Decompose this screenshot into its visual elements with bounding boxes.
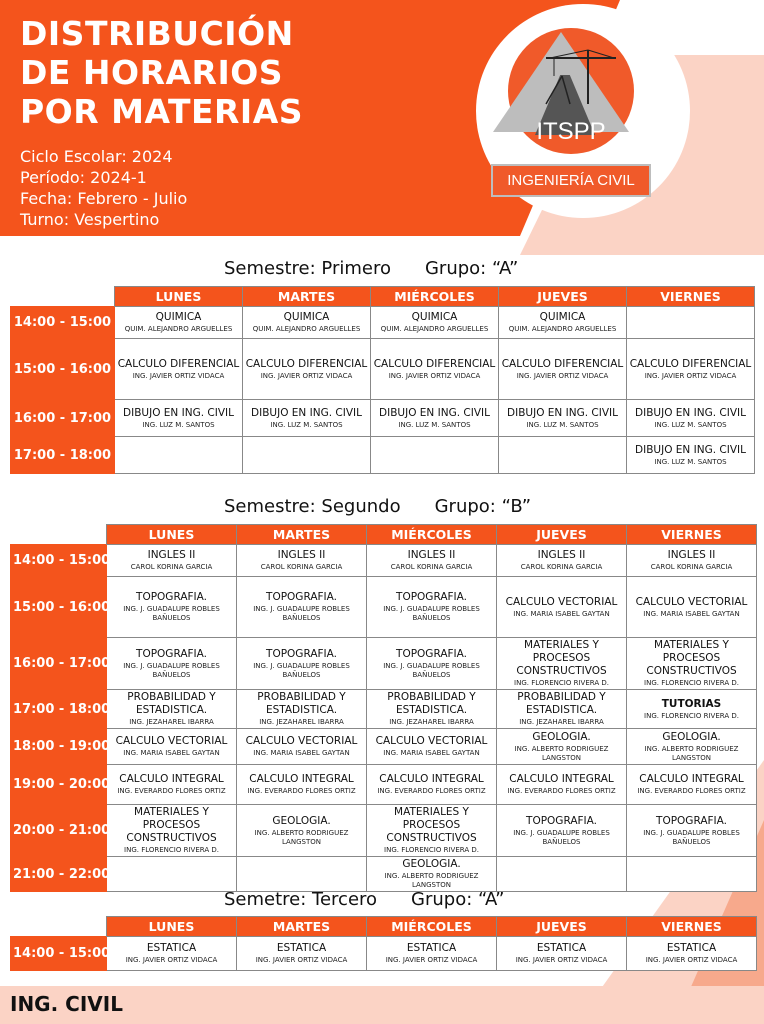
table-row [11, 577, 757, 638]
class-cell [237, 765, 367, 805]
subject-name: TOPOGRAFIA. [136, 647, 207, 660]
subject-name: GEOLOGIA. [532, 730, 591, 743]
subject-name: DIBUJO EN ING. CIVIL [507, 406, 618, 419]
subject-name: PROBABILIDAD Y ESTADISTICA. [257, 691, 346, 716]
class-cell [237, 857, 367, 892]
subject-name: CALCULO VECTORIAL [375, 735, 488, 747]
class-cell [367, 577, 497, 638]
class-cell [107, 937, 237, 971]
class-cell [627, 690, 757, 729]
teacher-name: QUIM. ALEJANDRO ARGUELLES [508, 325, 617, 333]
teacher-name: ING. JAVIER ORTIZ VIDACA [515, 956, 608, 964]
teacher-name: ING. FLORENCIO RIVERA D. [514, 679, 609, 687]
teacher-name: ING. JAVIER ORTIZ VIDACA [260, 371, 353, 380]
teacher-name: CAROL KORINA GARCIA [650, 563, 733, 571]
subject-name: CALCULO DIFERENCIAL [373, 357, 496, 370]
schedule-info [20, 146, 187, 230]
class-cell [627, 577, 757, 638]
teacher-name: ING. ALBERTO RODRIGUEZ LANGSTON [644, 744, 739, 762]
table-row [11, 857, 757, 892]
class-cell [107, 805, 237, 857]
teacher-name: CAROL KORINA GARCIA [390, 563, 473, 571]
teacher-name: CAROL KORINA GARCIA [130, 563, 213, 571]
subject-name: INGLES II [277, 549, 326, 561]
teacher-name: ING. JEZAHAREL IBARRA [519, 718, 604, 726]
section-heading [224, 889, 504, 910]
class-cell [107, 729, 237, 765]
schedule-table-primero [10, 286, 755, 474]
footer-label: ING. CIVIL [10, 992, 123, 1016]
teacher-name: ING. MARIA ISABEL GAYTAN [513, 609, 610, 618]
subject-name: TOPOGRAFIA. [656, 814, 727, 827]
class-cell [107, 765, 237, 805]
class-cell [371, 400, 499, 437]
section-heading [224, 496, 531, 517]
class-cell [367, 765, 497, 805]
teacher-name: ING. LUZ M. SANTOS [142, 420, 215, 429]
teacher-name: ING. EVERARDO FLORES ORTIZ [507, 787, 616, 795]
table-header-row [11, 287, 755, 307]
class-cell [371, 437, 499, 474]
subject-name: INGLES II [407, 549, 456, 561]
title-line: POR MATERIAS [20, 92, 304, 131]
semester-label: Semestre: Primero [224, 258, 391, 279]
teacher-name: ING. J. GUADALUPE ROBLES BAÑUELOS [253, 661, 350, 679]
class-cell [107, 577, 237, 638]
teacher-name: ING. LUZ M. SANTOS [270, 420, 343, 429]
time-slot: 19:00 - 20:00 [11, 765, 107, 805]
subject-name: TOPOGRAFIA. [266, 591, 337, 603]
subject-name: QUIMICA [411, 311, 458, 323]
day-header: MARTES [237, 525, 367, 545]
teacher-name: ING. EVERARDO FLORES ORTIZ [117, 787, 226, 795]
subject-name: TOPOGRAFIA. [396, 591, 467, 603]
time-slot: 15:00 - 16:00 [11, 577, 107, 638]
subject-name: CALCULO INTEGRAL [379, 773, 484, 785]
class-cell [115, 400, 243, 437]
teacher-name: ING. EVERARDO FLORES ORTIZ [637, 787, 746, 795]
teacher-name: ING. JAVIER ORTIZ VIDACA [255, 956, 348, 964]
teacher-name: ING. LUZ M. SANTOS [526, 420, 599, 429]
subject-name: QUIMICA [283, 311, 330, 323]
teacher-name: ING. MARIA ISABEL GAYTAN [123, 749, 220, 757]
time-slot: 14:00 - 15:00 [11, 545, 107, 577]
subject-name: CALCULO VECTORIAL [245, 735, 358, 747]
class-cell [115, 307, 243, 339]
table-row [11, 638, 757, 690]
subject-name: GEOLOGIA. [402, 858, 461, 870]
schedule-table-tercero [10, 916, 757, 971]
class-cell [497, 765, 627, 805]
class-cell [497, 577, 627, 638]
class-cell [237, 729, 367, 765]
teacher-name: ING. ALBERTO RODRIGUEZ LANGSTON [254, 828, 349, 846]
class-cell [627, 857, 757, 892]
teacher-name: ING. FLORENCIO RIVERA D. [384, 846, 479, 854]
time-slot: 16:00 - 17:00 [11, 638, 107, 690]
subject-name: DIBUJO EN ING. CIVIL [635, 443, 746, 456]
table-row [11, 339, 755, 400]
subject-name: INGLES II [667, 549, 716, 561]
table-row [11, 765, 757, 805]
time-slot: 18:00 - 19:00 [11, 729, 107, 765]
teacher-name: ING. MARIA ISABEL GAYTAN [643, 609, 740, 618]
teacher-name: ING. JAVIER ORTIZ VIDACA [132, 371, 225, 380]
time-slot: 15:00 - 16:00 [11, 339, 115, 400]
table-row [11, 545, 757, 577]
teacher-name: ING. ALBERTO RODRIGUEZ LANGSTON [514, 744, 609, 762]
class-cell [237, 638, 367, 690]
table-row [11, 937, 757, 971]
subject-name: TOPOGRAFIA. [136, 591, 207, 603]
info-line: Período: 2024-1 [20, 168, 147, 187]
teacher-name: ING. FLORENCIO RIVERA D. [644, 711, 739, 720]
class-cell [237, 690, 367, 729]
info-line: Ciclo Escolar: 2024 [20, 147, 173, 166]
title-line: DISTRIBUCIÓN [20, 14, 294, 53]
teacher-name: ING. J. GUADALUPE ROBLES BAÑUELOS [383, 661, 480, 679]
header-corner [11, 525, 107, 545]
subject-name: MATERIALES Y PROCESOS CONSTRUCTIVOS [646, 639, 737, 677]
class-cell [627, 400, 755, 437]
class-cell [107, 857, 237, 892]
teacher-name: ING. J. GUADALUPE ROBLES BAÑUELOS [123, 605, 220, 622]
page-title [20, 14, 460, 131]
class-cell [237, 545, 367, 577]
subject-name: CALCULO INTEGRAL [119, 773, 224, 785]
class-cell [627, 805, 757, 857]
info-line: Turno: Vespertino [20, 210, 160, 229]
teacher-name: ING. JAVIER ORTIZ VIDACA [644, 371, 737, 380]
subject-name: MATERIALES Y PROCESOS CONSTRUCTIVOS [386, 806, 477, 844]
section-heading [224, 258, 518, 279]
day-header: JUEVES [497, 525, 627, 545]
subject-name: PROBABILIDAD Y ESTADISTICA. [387, 691, 476, 716]
teacher-name: QUIM. ALEJANDRO ARGUELLES [380, 325, 489, 333]
teacher-name: ING. JEZAHAREL IBARRA [129, 718, 214, 726]
day-header: LUNES [107, 917, 237, 937]
day-header: MIÉRCOLES [371, 287, 499, 307]
class-cell [367, 545, 497, 577]
class-cell [627, 307, 755, 339]
day-header: MARTES [237, 917, 367, 937]
subject-name: MATERIALES Y PROCESOS CONSTRUCTIVOS [516, 639, 607, 677]
subject-name: PROBABILIDAD Y ESTADISTICA. [127, 691, 216, 716]
class-cell [627, 765, 757, 805]
time-slot: 21:00 - 22:00 [11, 857, 107, 892]
class-cell [497, 805, 627, 857]
class-cell [243, 437, 371, 474]
subject-name: QUIMICA [539, 311, 586, 323]
class-cell [107, 545, 237, 577]
day-header: MIÉRCOLES [367, 917, 497, 937]
subject-name: DIBUJO EN ING. CIVIL [635, 406, 746, 419]
table-row [11, 805, 757, 857]
subject-name: CALCULO DIFERENCIAL [629, 357, 752, 370]
teacher-name: ING. EVERARDO FLORES ORTIZ [247, 787, 356, 795]
table-row [11, 400, 755, 437]
class-cell [115, 339, 243, 400]
subject-name: TOPOGRAFIA. [396, 647, 467, 660]
semester-label: Semetre: Tercero [224, 889, 378, 910]
day-header: MIÉRCOLES [367, 525, 497, 545]
class-cell [107, 638, 237, 690]
class-cell [497, 937, 627, 971]
subject-name: ESTATICA [666, 942, 717, 954]
time-slot: 17:00 - 18:00 [11, 690, 107, 729]
logo-text: ITSPP [536, 118, 606, 145]
day-header: VIERNES [627, 917, 757, 937]
header-corner [11, 287, 115, 307]
teacher-name: ING. J. GUADALUPE ROBLES BAÑUELOS [253, 605, 350, 622]
subject-name: ESTATICA [276, 942, 327, 954]
subject-name: QUIMICA [155, 311, 202, 323]
teacher-name: ING. J. GUADALUPE ROBLES BAÑUELOS [123, 661, 220, 679]
class-cell [627, 937, 757, 971]
semester-label: Semestre: Segundo [224, 496, 401, 517]
class-cell [499, 400, 627, 437]
class-cell [497, 545, 627, 577]
class-cell [237, 577, 367, 638]
class-cell [371, 307, 499, 339]
class-cell [499, 339, 627, 400]
subject-name: DIBUJO EN ING. CIVIL [123, 406, 234, 419]
class-cell [627, 729, 757, 765]
class-cell [497, 690, 627, 729]
class-cell [367, 690, 497, 729]
class-cell [367, 805, 497, 857]
time-slot: 14:00 - 15:00 [11, 307, 115, 339]
table-row [11, 690, 757, 729]
group-label: Grupo: “B” [434, 496, 532, 517]
subject-name: INGLES II [147, 549, 196, 561]
teacher-name: ING. JEZAHAREL IBARRA [389, 718, 474, 726]
info-line: Fecha: Febrero - Julio [20, 189, 188, 208]
teacher-name: ING. JAVIER ORTIZ VIDACA [516, 371, 609, 380]
header-corner [11, 917, 107, 937]
subject-name: CALCULO INTEGRAL [639, 773, 744, 785]
time-slot: 16:00 - 17:00 [11, 400, 115, 437]
teacher-name: ING. LUZ M. SANTOS [654, 457, 727, 466]
teacher-name: ING. LUZ M. SANTOS [398, 420, 471, 429]
class-cell [499, 437, 627, 474]
table-header-row [11, 525, 757, 545]
teacher-name: ING. FLORENCIO RIVERA D. [644, 679, 739, 687]
class-cell [627, 437, 755, 474]
subject-name: TOPOGRAFIA. [526, 814, 597, 827]
class-cell [497, 729, 627, 765]
table-row [11, 437, 755, 474]
table-row [11, 729, 757, 765]
class-cell [497, 857, 627, 892]
table-row [11, 307, 755, 339]
subject-name: CALCULO DIFERENCIAL [501, 357, 624, 370]
teacher-name: ING. J. GUADALUPE ROBLES BAÑUELOS [513, 828, 610, 846]
subject-name: ESTATICA [536, 942, 587, 954]
subject-name: CALCULO VECTORIAL [115, 735, 228, 747]
teacher-name: ING. ALBERTO RODRIGUEZ LANGSTON [384, 872, 479, 889]
class-cell [499, 307, 627, 339]
logo-crane-icon [540, 46, 620, 106]
subject-name: GEOLOGIA. [662, 730, 721, 743]
teacher-name: ING. LUZ M. SANTOS [654, 420, 727, 429]
time-slot: 14:00 - 15:00 [11, 937, 107, 971]
day-header: VIERNES [627, 525, 757, 545]
teacher-name: ING. J. GUADALUPE ROBLES BAÑUELOS [383, 605, 480, 622]
subject-name: DIBUJO EN ING. CIVIL [251, 406, 362, 419]
day-header: MARTES [243, 287, 371, 307]
subject-name: CALCULO DIFERENCIAL [245, 357, 368, 370]
class-cell [243, 400, 371, 437]
subject-name: ESTATICA [146, 942, 197, 954]
group-label: Grupo: “A” [424, 258, 519, 279]
teacher-name: CAROL KORINA GARCIA [520, 563, 603, 571]
teacher-name: QUIM. ALEJANDRO ARGUELLES [124, 325, 233, 333]
subject-name: TOPOGRAFIA. [266, 647, 337, 660]
subject-name: CALCULO INTEGRAL [249, 773, 354, 785]
subject-name: CALCULO VECTORIAL [635, 595, 748, 608]
teacher-name: CAROL KORINA GARCIA [260, 563, 343, 571]
subject-name: DIBUJO EN ING. CIVIL [379, 406, 490, 419]
class-cell [243, 307, 371, 339]
logo-label: INGENIERÍA CIVIL [491, 164, 651, 197]
class-cell [627, 545, 757, 577]
title-line: DE HORARIOS [20, 53, 284, 92]
class-cell [367, 857, 497, 892]
class-cell [115, 437, 243, 474]
time-slot: 17:00 - 18:00 [11, 437, 115, 474]
class-cell [497, 638, 627, 690]
day-header: JUEVES [499, 287, 627, 307]
class-cell [107, 690, 237, 729]
class-cell [371, 339, 499, 400]
table-header-row [11, 917, 757, 937]
class-cell [367, 638, 497, 690]
subject-name: MATERIALES Y PROCESOS CONSTRUCTIVOS [126, 806, 217, 844]
subject-name: INGLES II [537, 549, 586, 561]
teacher-name: ING. JAVIER ORTIZ VIDACA [645, 956, 738, 964]
class-cell [237, 937, 367, 971]
teacher-name: ING. MARIA ISABEL GAYTAN [253, 749, 350, 757]
class-cell [627, 638, 757, 690]
day-header: VIERNES [627, 287, 755, 307]
teacher-name: ING. JEZAHAREL IBARRA [259, 718, 344, 726]
day-header: LUNES [115, 287, 243, 307]
teacher-name: ING. MARIA ISABEL GAYTAN [383, 749, 480, 757]
schedule-table-segundo [10, 524, 757, 892]
class-cell [367, 937, 497, 971]
teacher-name: ING. JAVIER ORTIZ VIDACA [388, 371, 481, 380]
teacher-name: ING. JAVIER ORTIZ VIDACA [385, 956, 478, 964]
subject-name: ESTATICA [406, 942, 457, 954]
subject-name: CALCULO DIFERENCIAL [117, 357, 240, 370]
class-cell [243, 339, 371, 400]
class-cell [237, 805, 367, 857]
subject-name: CALCULO VECTORIAL [505, 595, 618, 608]
class-cell [627, 339, 755, 400]
subject-name: PROBABILIDAD Y ESTADISTICA. [517, 691, 606, 716]
day-header: JUEVES [497, 917, 627, 937]
subject-name: GEOLOGIA. [272, 814, 331, 827]
subject-name: TUTORIAS [661, 697, 722, 710]
subject-name: CALCULO INTEGRAL [509, 773, 614, 785]
class-cell [367, 729, 497, 765]
teacher-name: ING. FLORENCIO RIVERA D. [124, 846, 219, 854]
group-label: Grupo: “A” [411, 889, 505, 910]
day-header: LUNES [107, 525, 237, 545]
teacher-name: ING. JAVIER ORTIZ VIDACA [125, 956, 218, 964]
teacher-name: ING. J. GUADALUPE ROBLES BAÑUELOS [643, 828, 740, 846]
teacher-name: QUIM. ALEJANDRO ARGUELLES [252, 325, 361, 333]
teacher-name: ING. EVERARDO FLORES ORTIZ [377, 787, 486, 795]
time-slot: 20:00 - 21:00 [11, 805, 107, 857]
